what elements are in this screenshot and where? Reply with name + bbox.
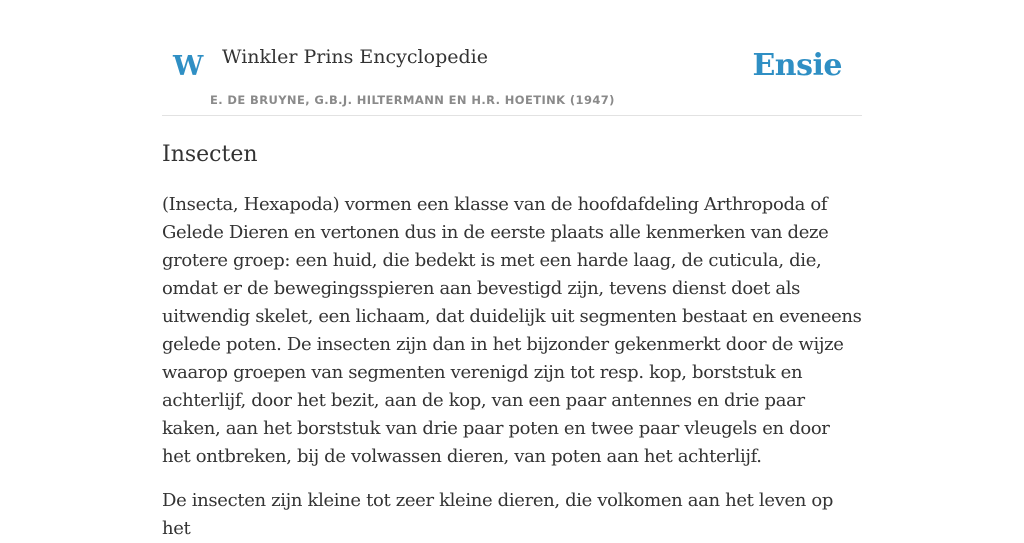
publication-title[interactable]: Winkler Prins Encyclopedie: [222, 46, 488, 68]
winkler-prins-logo[interactable]: W: [173, 51, 204, 82]
article-body: [162, 191, 862, 543]
article-title: Insecten: [162, 142, 258, 167]
article-paragraph: (Insecta, Hexapoda) vormen een klasse van de hoofdafdeling Arthropoda of Gelede Dieren en vertonen dus in de eerste plaats alle kenmerken van deze grotere groep: een huid, die bedekt is met een harde laag, de cuticula, die, omdat er de bewegingsspieren aan bevestigd zijn, tevens dienst doet als uitwendig skelet, een lichaam, dat duidelijk uit segmenten bestaat en eveneens gelede poten. De insecten zijn dan in het bijzonder gekenmerkt door de wijze waarop groepen van segmenten verenigd zijn tot resp. kop, borststuk en achterlijf, door het bezit, aan de kop, van een paar antennes en drie paar kaken, aan het borststuk van drie paar poten en twee paar vleugels en door het ontbreken, bij de volwassen dieren, van poten aan het achterlijf.: [162, 194, 862, 468]
article: [162, 142, 862, 543]
site-header: [162, 0, 862, 116]
article-paragraph: De insecten zijn kleine tot zeer kleine dieren, die volkomen aan het leven op het: [162, 490, 834, 540]
page: [162, 0, 862, 540]
ensie-logo[interactable]: Ensie: [752, 48, 842, 83]
publication-authors: E. DE BRUYNE, G.B.J. HILTERMANN EN H.R. HOETINK (1947): [210, 93, 615, 107]
